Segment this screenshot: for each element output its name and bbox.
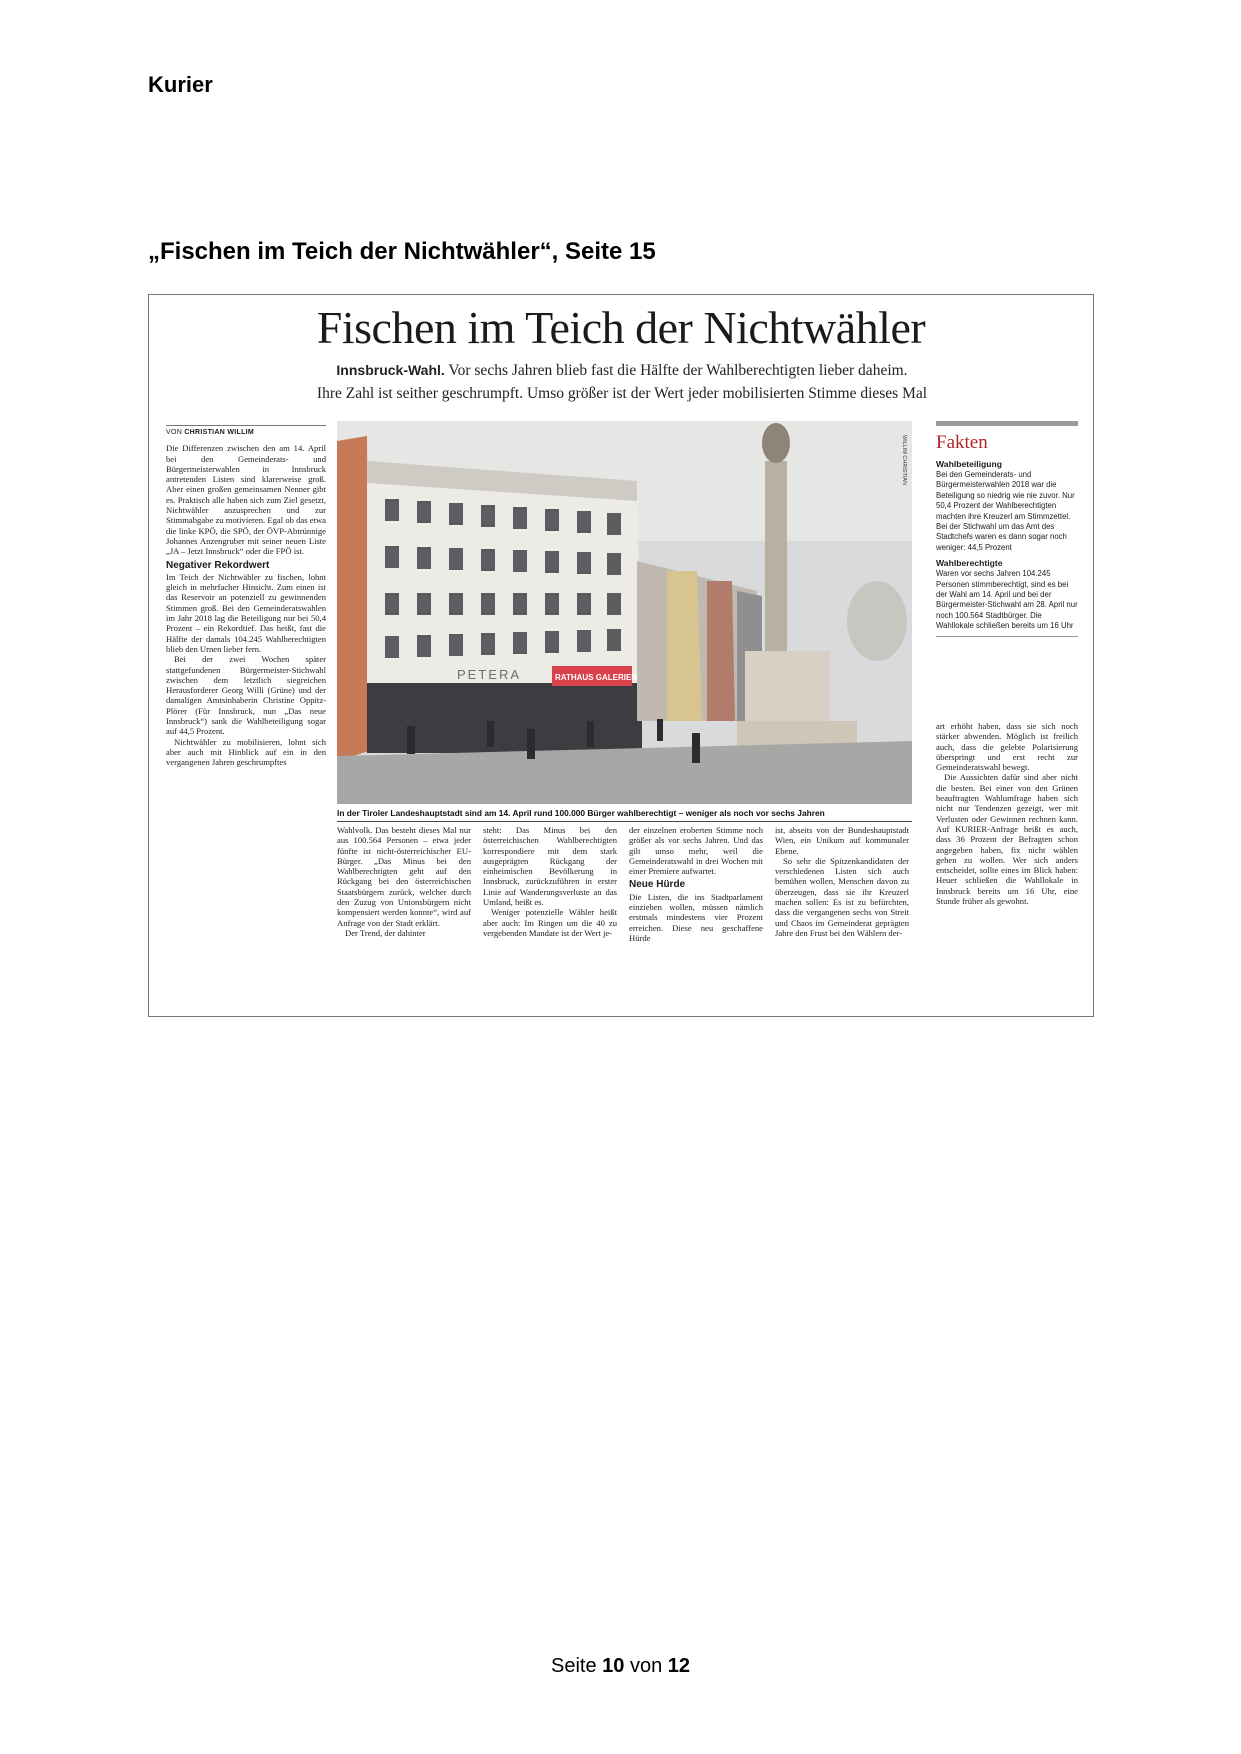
facts-title: Fakten [936, 432, 988, 453]
facts-box [936, 421, 1078, 637]
article-column-5 [775, 825, 909, 938]
column-paragraph: steht: Das Minus bei den österreichischen Wahlberechtigten korrespondiere mit dem stark ausgeprägten Rückgang der einheimischen Bevölkerung in Innsbruck, zurückzuführen in erster Linie auf Wanderungsverluste an das Umland, heißt es. [483, 825, 617, 908]
article-photo [337, 421, 912, 804]
innsbruck-street-photo [337, 421, 912, 804]
facts-item-text: Bei den Gemeinderats- und Bürgermeisterwahlen 2018 war die Beteiligung so niedrig wie nie zuvor. Nur 50,4 Prozent der Wahlberechtigten machten ihre Kreuzerl am Stimmzettel. Bei der Stichwahl um das Amt des Stadtchefs waren es dann sogar noch weniger: 44,5 Prozent [936, 470, 1075, 552]
newspaper-clipping [148, 294, 1094, 1017]
article-column-6 [936, 721, 1078, 906]
column-paragraph: Die Listen, die ins Stadtparlament einziehen wollen, müssen nämlich erstmals mindestens vier Prozent erreichen. Diese neu geschaffene Hürde [629, 891, 763, 943]
total-pages: 12 [667, 1655, 690, 1677]
current-page: 10 [602, 1655, 625, 1677]
column-paragraph: Nichtwähler zu mobilisieren, lohnt sich aber auch mit Hinblick auf ein in den vergangenen Jahren geschrumpftes [166, 736, 326, 768]
column-paragraph: art erhöht haben, dass sie sich noch stärker abwenden. Möglich ist freilich auch, dass die gelebte Polarisierung überspringt und erst recht zur Gemeinderatswahl bewegt. [936, 721, 1078, 773]
facts-end-rule [936, 636, 1078, 637]
facts-item-title: Wahlbeteiligung [936, 459, 1003, 469]
byline: VON CHRISTIAN WILLIM [166, 425, 326, 438]
column-paragraph: Bei der zwei Wochen später stattgefundenen Bürgermeister-Stichwahl zwischen dem letztlich siegreichen Herausforderer Georg Willi (Grüne) und der damaligen Amtsinhaberin Christine Oppitz-Plörer (Für Innsbruck, nun „Das neue Innsbruck“) sank die Wahlbeteiligung sogar auf 44,5 Prozent. [166, 654, 326, 737]
facts-item-title: Wahlberechtigte [936, 558, 1003, 569]
article-column-3 [483, 825, 617, 938]
subhead-line-2: Ihre Zahl ist seither geschrumpft. Umso größer ist der Wert jeder mobilisierten Stimme dieses Mal [316, 385, 928, 402]
subhead-kicker: Innsbruck-Wahl. [336, 362, 445, 378]
column-paragraph: der einzelnen eroberten Stimme noch größer als vor sechs Jahren. Und das gilt umso mehr, weil die Gemeinderatswahl in drei Wochen mit einer Premiere aufwartet. [629, 825, 763, 877]
source-label: Kurier [148, 72, 213, 97]
caption-rule [337, 821, 912, 822]
column-paragraph: Wahlvolk. Das besteht dieses Mal nur aus 100.564 Personen – etwa jeder fünfte ist nicht-österreichischer EU-Bürger. „Das Minus bei den Wahlberechtigten geht auf den Rückgang bei den österreichischen Staatsbürgern zurück, welcher durch den Zuzug von Unionsbürgern nicht kompensiert werden konnte“, wird auf Anfrage von der Stadt erklärt. [337, 825, 471, 928]
photo-credit: WILLIM CHRISTIAN [901, 434, 908, 486]
page-footer: Seite 10 von 12 [550, 1655, 690, 1677]
column-paragraph: ist, abseits von der Bundeshauptstadt Wien, ein Unikum auf kommunaler Ebene. [775, 825, 909, 856]
photo-caption: In der Tiroler Landeshauptstadt sind am 14. April rund 100.000 Bürger wahlberechtigt – weniger als noch vor sechs Jahren [337, 808, 825, 818]
column-paragraph: Die Differenzen zwischen den am 14. April bei den Gemeinderats- und Bürgermeisterwahlen in Innsbruck antretenden Listen sind klarerweise groß. Aber einen großen gemeinsamen Nenner gibt es. Praktisch alle haben sich zum Ziel gesetzt, Nichtwähler anzusprechen und zur Stimmabgabe zu motivieren. Egal ob das etwa die linke KPÖ, die SPÖ, der ÖVP-Abtrünnige Johannes Anzengruber mit seiner neuen Liste „JA – Jetzt Innsbruck“ oder die FPÖ ist. [166, 443, 326, 557]
facts-bar [936, 421, 1078, 426]
facts-item-text: Waren vor sechs Jahren 104.245 Personen stimmberechtigt, sind es bei der Wahl am 14. April und bei der Bürgermeister-Stichwahl am 28. April nur noch 100.564 Stadtbürger. Die Wahllokale schließen bereits um 16 Uhr [936, 569, 1078, 631]
byline-author: CHRISTIAN WILLIM [184, 429, 255, 436]
column-paragraph: Weniger potenzielle Wähler heißt aber auch: Im Ringen um die 40 zu vergebenden Mandate ist der Wert je- [483, 907, 617, 938]
article-headline: Fischen im Teich der Nichtwähler [316, 302, 926, 353]
photo-sign-center: RATHAUS GALERIEN [555, 673, 638, 682]
article-subhead [219, 359, 1025, 405]
article-column-4 [629, 825, 763, 943]
article-column-2 [337, 825, 471, 938]
column-subhead: Negativer Rekordwert [166, 559, 270, 571]
subhead-line-1: Vor sechs Jahren blieb fast die Hälfte der Wahlberechtigten lieber daheim. [448, 362, 908, 379]
column-paragraph: So sehr die Spitzenkandidaten der verschiedenen Listen sich auch bemühen wollen, Menschen davon zu überzeugen, dass sie ihr Kreuzerl machen sollen: Es ist zu befürchten, dass die vergangenen sechs von Streit und Chaos im Gemeinderat geprägten Jahre den Frust bei den Wählern der- [775, 855, 909, 938]
column-subhead: Neue Hürde [629, 879, 686, 891]
document-title: „Fischen im Teich der Nichtwähler“, Seite 15 [148, 238, 656, 265]
article-column-1 [166, 425, 326, 768]
column-paragraph: Der Trend, der dahinter [345, 927, 426, 938]
photo-sign-left: PETERA [457, 667, 522, 682]
column-paragraph: Im Teich der Nichtwähler zu fischen, lohnt gleich in mehrfacher Hinsicht. Zum einen ist das Reservoir an potenziell zu gewinnenden Stimmen groß. Bei den Gemeinderatswahlen im Jahr 2018 lag die Beteiligung nur bei 50,4 Prozent – ein Rekordtief. Das heißt, fast die Hälfte der damals 104.245 Wahlberechtigten blieb den Urnen lieber fern. [166, 571, 326, 654]
column-paragraph: Die Aussichten dafür sind aber nicht die besten. Bei einer von den Grünen beauftragten Wahlumfrage haben sich nicht nur Tendenzen gezeigt, wer mit Verlusten oder Gewinnen rechnen kann. Auf KURIER-Anfrage heißt es auch, dass 36 Prozent der Befragten schon angegeben haben, fix nicht wählen gehen zu wollen. Wer sich anders entscheidet, sollte eines im Blick haben: Heuer schließen die Wahllokale in Innsbruck bereits um 16 Uhr, eine Stunde früher als gewohnt. [936, 772, 1078, 907]
